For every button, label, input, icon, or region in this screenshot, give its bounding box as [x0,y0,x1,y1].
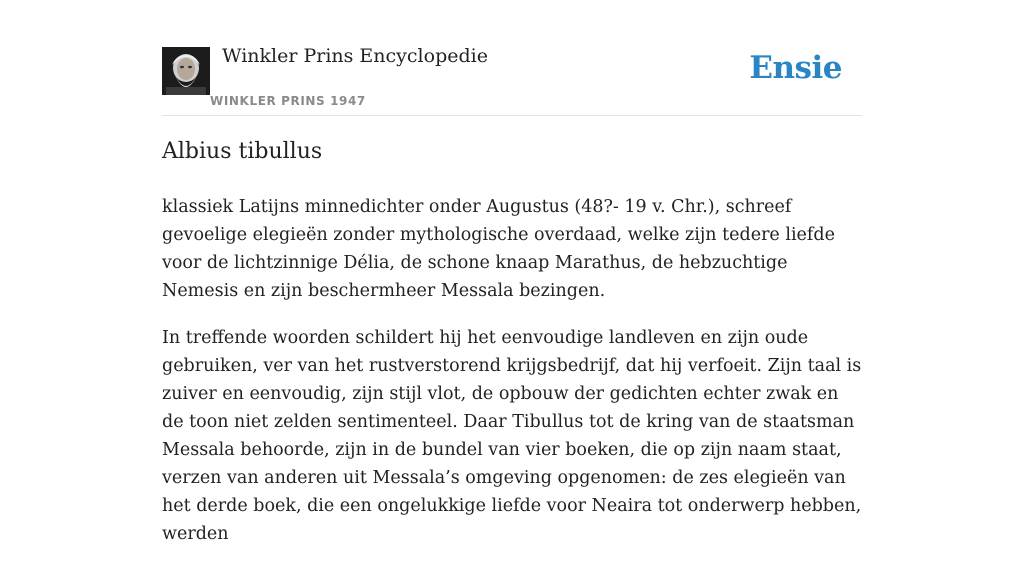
article-paragraph: klassiek Latijns minnedichter onder Augustus (48?- 19 v. Chr.), schreef gevoelige elegieën zonder mythologische overdaad, welke zijn tedere liefde voor de lichtzinnige Délia, de schone knaap Marathus, de hebzuchtige Nemesis en zijn beschermheer Messala bezingen. [162,197,835,301]
article-title: Albius tibullus [162,139,323,164]
content-container [162,0,862,544]
bearded-man-portrait-icon [162,47,210,95]
edition-label: WINKLER PRINS 1947 [210,94,366,108]
site-header [162,0,862,116]
author-avatar[interactable] [162,47,210,95]
ensie-logo[interactable]: Ensie [749,50,842,86]
article-paragraph: In treffende woorden schildert hij het eenvoudige landleven en zijn oude gebruiken, ver van het rustverstorend krijgsbedrijf, dat hij verfoeit. Zijn taal is zuiver en eenvoudig, zijn stijl vlot, de opbouw der gedichten echter zwak en de toon niet zelden sentimenteel. Daar Tibullus tot de kring van de staatsman Messala behoorde, zijn in de bundel van vier boeken, die op zijn naam staat, verzen van anderen uit Messala’s omgeving opgenomen: de zes elegieën van het derde boek, die een ongelukkige liefde voor Neaira tot onderwerp hebben, werden [162,328,862,544]
site-name-link[interactable]: Winkler Prins Encyclopedie [222,45,488,67]
article-body [162,193,862,567]
